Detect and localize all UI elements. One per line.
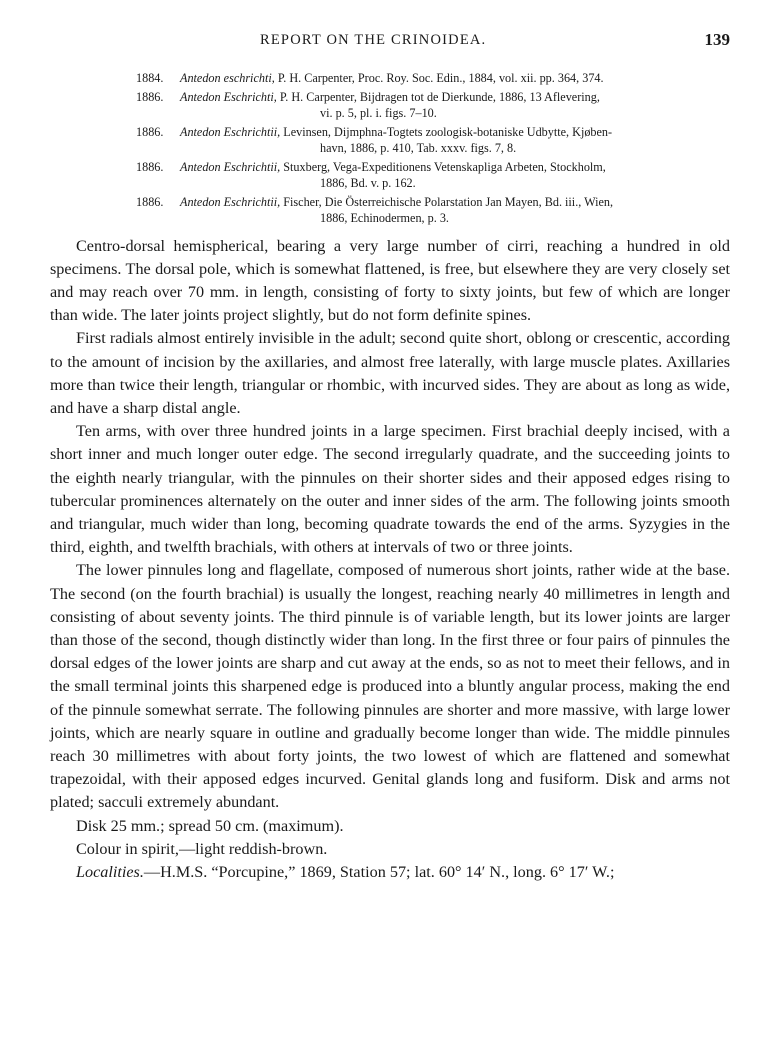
colour-note: Colour in spirit,—light reddish-brown. <box>76 839 328 858</box>
synonymy-reference: P. H. Carpenter, Proc. Roy. Soc. Edin., 1884, vol. xii. pp. 364, 374. <box>274 71 604 85</box>
paragraph-centro-dorsal: Centro-dorsal hemispherical, bearing a very large number of cirri, reaching a hundred in old specimens. The dorsal pole, which is somewhat flattened, is free, but elsewhere they are very closely set and may reach over 70 mm. in length, consisting of forty to sixty joints, but few of which are longer than wide. The later joints project slightly, but do not form definite spines. <box>50 236 730 325</box>
synonymy-species: Antedon Eschrichtii, <box>180 124 281 139</box>
page-number: 139 <box>704 30 730 49</box>
synonymy-entry <box>136 124 730 157</box>
synonymy-entry <box>136 159 730 192</box>
synonymy-continuation: vi. p. 5, pl. i. figs. 7–10. <box>320 106 437 120</box>
paragraph-radials: First radials almost entirely invisible in the adult; second quite short, oblong or crescentic, according to the amount of incision by the axillaries, and almost free laterally, with large muscle plates. Axillaries more than twice their length, triangular or rhombic, with incurved sides. They are about as long as wide, and have a sharp distal angle. <box>50 329 730 417</box>
synonymy-entry <box>136 194 730 227</box>
paragraph-pinnules: The lower pinnules long and flagellate, composed of numerous short joints, rather wide at the base. The second (on the fourth brachial) is usually the longest, reaching nearly 40 millimetres in length and consisting of about seventy joints. The third pinnule is of variable length, but its lower joints are larger than those of the second, though distinctly wider than long. In the first three or four pairs of pinnules the dorsal edges of the lower joints are sharp and cut away at the ends, so as not to meet their fellows, and in the small terminal joints this sharpened edge is produced into a bluntly angular process, making the end of the pinnule somewhat serrate. The following pinnules are shorter and more massive, with large lower joints, which are nearly square in outline and gradually become longer than wide. The middle pinnules reach 30 millimetres with about forty joints, the two lowest of which are flattened and somewhat trapezoidal, with their apposed edges incurved. Genital glands long and fusiform. Disk and arms not plated; sacculi extremely abundant. <box>50 561 730 812</box>
synonymy-reference: P. H. Carpenter, Bijdragen tot de Dierkunde, 1886, 13 Aflevering, <box>276 89 600 104</box>
synonymy-species: Antedon eschrichti, <box>180 71 275 85</box>
localities-text: —H.M.S. “Porcupine,” 1869, Station 57; lat. 60° 14′ N., long. 6° 17′ W.; <box>143 862 615 881</box>
synonymy-reference: Stuxberg, Vega-Expeditionens Vetenskapliga Arbeten, Stockholm, <box>280 159 606 174</box>
running-head <box>50 30 730 56</box>
synonymy-continuation: 1886, Echinodermen, p. 3. <box>320 211 449 225</box>
synonymy-species: Antedon Eschrichtii, <box>180 194 281 209</box>
paragraph-arms: Ten arms, with over three hundred joints in a large specimen. First brachial deeply incised, with a short inner and much longer outer edge. The second irregularly quadrate, and the succeeding joints to the eighth nearly triangular, with the pinnules on their shorter sides and their apposed edges rising to tubercular prominences alternately on the outer and inner sides of the arm. The following joints smooth and triangular, much wider than long, becoming quadrate towards the end of the arms. Syzygies in the third, eighth, and twelfth brachials, with others at intervals of two or three joints. <box>50 422 730 557</box>
localities-line <box>50 861 730 884</box>
synonymy-entry <box>136 70 730 87</box>
synonymy-year: 1886. <box>136 194 164 209</box>
synonymy-continuation: havn, 1886, p. 410, Tab. xxxv. figs. 7, 8. <box>320 141 517 155</box>
synonymy-year: 1886. <box>136 124 164 139</box>
disk-measurement: Disk 25 mm.; spread 50 cm. (maximum). <box>76 816 344 835</box>
synonymy-year: 1884. <box>136 71 164 85</box>
synonymy-entry <box>136 89 730 122</box>
running-title: REPORT ON THE CRINOIDEA. <box>260 32 487 48</box>
synonymy-species: Antedon Eschrichtii, <box>180 159 281 174</box>
synonymy-year: 1886. <box>136 159 164 174</box>
localities-label: Localities. <box>76 862 144 881</box>
page <box>50 30 730 884</box>
synonymy-reference: Fischer, Die Österreichische Polarstation Jan Mayen, Bd. iii., Wien, <box>280 194 614 209</box>
description-body <box>50 235 730 885</box>
synonymy-species: Antedon Eschrichti, <box>180 89 277 104</box>
synonymy-year: 1886. <box>136 89 164 104</box>
synonymy-list <box>50 70 730 227</box>
synonymy-continuation: 1886, Bd. v. p. 162. <box>320 176 416 190</box>
synonymy-reference: Levinsen, Dijmphna-Togtets zoologisk-botaniske Udbytte, Kjøben- <box>280 124 613 139</box>
